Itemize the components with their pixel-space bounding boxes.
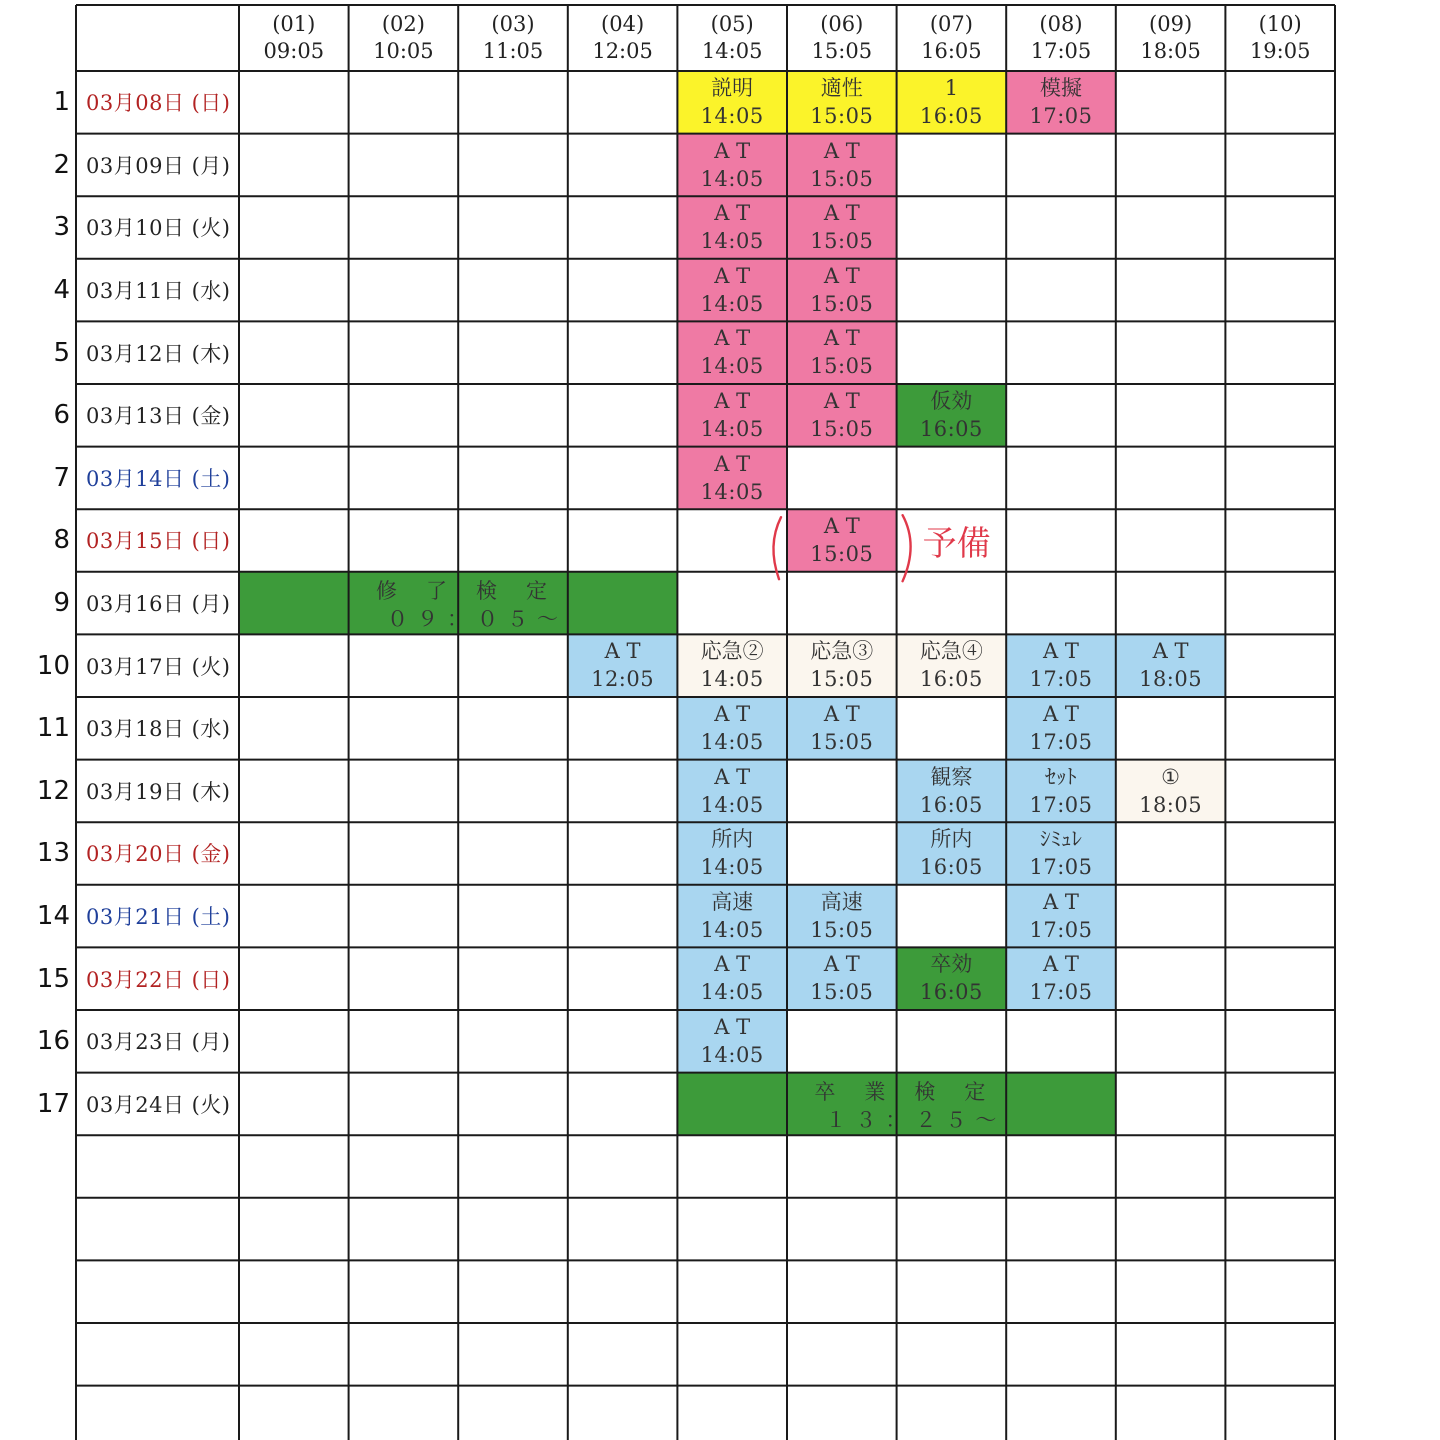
cell-label: ｾｯﾄ	[1045, 764, 1077, 789]
cell-label: A T	[1043, 889, 1079, 914]
column-number: (06)	[820, 12, 864, 36]
date-text: 03月08日 (日)	[86, 91, 231, 116]
cell-time: 14:05	[700, 730, 764, 754]
cell-label: 所内	[930, 827, 973, 852]
exam-bar-title: 修 了 検 定	[376, 578, 551, 603]
cell-time: 14:05	[700, 792, 764, 817]
cell-label: A T	[604, 639, 641, 664]
cell-time: 16:05	[919, 792, 983, 817]
cell-label: A T	[714, 326, 751, 351]
cell-time: 16:05	[919, 104, 983, 128]
cell-time: 17:05	[1029, 917, 1093, 942]
column-number: (07)	[929, 12, 973, 36]
date-text: 03月19日 (木)	[86, 779, 231, 804]
column-number: (02)	[381, 12, 425, 36]
cell-time: 15:05	[810, 417, 874, 441]
date-text: 03月12日 (木)	[86, 341, 231, 366]
row-number-text: 16	[36, 1026, 70, 1057]
cell-time: 18:05	[1139, 792, 1203, 817]
column-number: (01)	[272, 12, 316, 36]
row-number-text: 13	[36, 838, 70, 869]
cell-time: 15:05	[810, 229, 874, 254]
cell-time: 16:05	[919, 417, 983, 441]
cell-time: 16:05	[919, 855, 983, 880]
cell-label: 応急④	[919, 639, 983, 664]
date-text: 03月09日 (月)	[86, 153, 231, 178]
date-text: 03月16日 (月)	[86, 592, 231, 617]
cell-label: A T	[714, 764, 751, 789]
cell-label: 適性	[820, 76, 863, 100]
cell-time: 14:05	[700, 229, 764, 254]
cell-time: 14:05	[700, 291, 764, 316]
column-number: (04)	[601, 12, 645, 36]
cell-time: 15:05	[810, 730, 874, 754]
cell-label: A T	[1043, 639, 1079, 664]
column-time: 12:05	[592, 39, 653, 63]
cell-label: A T	[1152, 639, 1189, 664]
cell-time: 14:05	[700, 417, 764, 441]
cell-time: 14:05	[700, 917, 764, 942]
cell-time: 18:05	[1139, 667, 1203, 692]
row-number-text: 9	[53, 588, 70, 619]
cell-time: 15:05	[810, 917, 874, 942]
row-number-text: 14	[36, 901, 70, 932]
row-number-text: 6	[53, 400, 70, 431]
row-number-text: 12	[36, 775, 70, 806]
cell-label: A T	[714, 201, 751, 226]
column-time: 10:05	[373, 39, 434, 63]
cell-time: 14:05	[700, 104, 764, 128]
cell-label: 観察	[930, 764, 973, 789]
cell-label: A T	[714, 1015, 751, 1039]
cell-label: A T	[714, 138, 751, 163]
column-number: (08)	[1039, 12, 1083, 36]
cell-time: 15:05	[810, 291, 874, 316]
cell-label: A T	[823, 138, 860, 163]
cell-time: 14:05	[700, 667, 764, 692]
row-number-text: 2	[53, 149, 70, 180]
cell-label: A T	[714, 389, 751, 413]
cell-time: 15:05	[810, 980, 874, 1005]
right-paren-mark	[903, 515, 911, 581]
cell-label: A T	[823, 326, 860, 351]
cell-label: 高速	[711, 889, 754, 914]
column-number: (05)	[710, 12, 754, 36]
cell-label: A T	[823, 201, 860, 226]
row-number-text: 1	[53, 87, 70, 118]
column-time: 18:05	[1140, 39, 1201, 63]
cell-time: 14:05	[700, 855, 764, 880]
cell-time: 15:05	[810, 104, 874, 128]
cell-label: A T	[823, 702, 860, 726]
cell-time: 15:05	[810, 166, 874, 191]
cell-label: A T	[1043, 702, 1079, 726]
cell-label: ｼﾐｭﾚ	[1039, 827, 1082, 852]
date-text: 03月21日 (土)	[86, 905, 231, 930]
cell-label: A T	[714, 952, 751, 977]
column-time: 15:05	[811, 39, 873, 63]
date-text: 03月24日 (火)	[86, 1092, 231, 1117]
cell-label: 応急②	[700, 639, 764, 664]
row-number-text: 17	[36, 1088, 70, 1119]
cell-time: 14:05	[700, 1043, 764, 1067]
cell-time: 17:05	[1029, 792, 1093, 817]
cell-time: 17:05	[1029, 730, 1093, 754]
cell-time: 16:05	[919, 667, 983, 692]
cell-time: 15:05	[810, 667, 874, 692]
cell-time: 17:05	[1029, 980, 1093, 1005]
column-time: 14:05	[701, 39, 763, 63]
column-time: 11:05	[482, 39, 544, 63]
cell-time: 15:05	[810, 542, 874, 567]
cell-time: 14:05	[700, 166, 764, 191]
row-number-text: 15	[36, 963, 70, 994]
row-number-text: 7	[53, 462, 70, 493]
column-number: (09)	[1149, 12, 1193, 36]
cell-time: 16:05	[919, 980, 983, 1005]
cell-label: 模擬	[1039, 76, 1082, 100]
date-text: 03月13日 (金)	[86, 404, 231, 429]
column-number: (03)	[491, 12, 535, 36]
cell-label: A T	[823, 952, 860, 977]
date-text: 03月14日 (土)	[86, 466, 231, 491]
row-number-text: 5	[53, 337, 70, 368]
column-time: 17:05	[1030, 39, 1092, 63]
column-time: 19:05	[1249, 39, 1311, 63]
row-number-text: 3	[53, 212, 70, 243]
date-text: 03月20日 (金)	[86, 842, 231, 867]
exam-bar-time: １３：２５～	[825, 1107, 1006, 1132]
row-number-text: 8	[53, 525, 70, 556]
exam-bar-time: ０９：０５～	[386, 606, 567, 631]
date-text: 03月17日 (火)	[86, 654, 231, 679]
cell-label: A T	[823, 389, 860, 413]
cell-label: 応急③	[810, 639, 874, 664]
cell-label: A T	[1043, 952, 1079, 977]
cell-time: 14:05	[700, 354, 764, 379]
reserve-note: 予備	[922, 524, 991, 565]
cell-time: 17:05	[1029, 667, 1093, 692]
exam-bar-title: 卒 業 検 定	[814, 1079, 990, 1104]
cell-time: 14:05	[700, 479, 764, 504]
cell-label: A T	[714, 702, 751, 726]
cell-label: ①	[1161, 764, 1180, 789]
date-text: 03月11日 (水)	[86, 279, 231, 304]
column-time: 09:05	[263, 39, 325, 63]
cell-time: 12:05	[591, 667, 655, 692]
cell-time: 15:05	[810, 354, 874, 379]
cell-label: 説明	[711, 76, 754, 100]
date-text: 03月10日 (火)	[86, 216, 231, 241]
date-text: 03月23日 (月)	[86, 1030, 231, 1055]
left-paren-mark	[773, 517, 781, 579]
cell-time: 14:05	[700, 980, 764, 1005]
cell-label: A T	[823, 514, 860, 539]
row-number-text: 10	[36, 650, 70, 681]
date-text: 03月22日 (日)	[86, 967, 231, 992]
cell-label: A T	[714, 451, 751, 476]
row-number-text: 11	[36, 713, 70, 744]
cell-label: A T	[714, 263, 751, 288]
cell-label: 仮効	[930, 389, 973, 413]
cell-label: 卒効	[930, 952, 973, 977]
column-time: 16:05	[921, 39, 982, 63]
cell-label: 所内	[711, 827, 754, 852]
cell-time: 17:05	[1029, 104, 1093, 128]
cell-time: 17:05	[1029, 855, 1093, 880]
column-number: (10)	[1258, 12, 1302, 36]
row-number-text: 4	[53, 275, 70, 306]
date-text: 03月18日 (水)	[86, 717, 231, 742]
cell-label: A T	[823, 263, 860, 288]
cell-label: 1	[944, 76, 959, 100]
date-text: 03月15日 (日)	[86, 529, 231, 554]
cell-label: 高速	[820, 889, 863, 914]
